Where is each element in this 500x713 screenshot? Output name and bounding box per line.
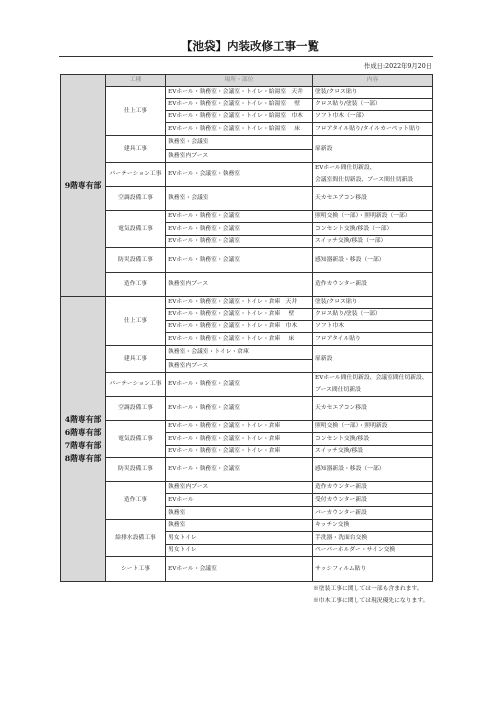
title-underline	[59, 56, 433, 57]
location-cell: 執務室内ブース	[166, 482, 313, 494]
table-row	[61, 297, 433, 309]
location-cell: EVホール・執務室・会議室・トイレ・倉庫	[166, 421, 313, 433]
location-text: EVホール・執務室・会議室・トイレ・倉庫	[168, 323, 281, 330]
table-header-row	[61, 75, 433, 87]
content-cell: 扉新設	[313, 136, 433, 163]
header-work-type: 工種	[106, 75, 166, 87]
part-text: 壁	[294, 101, 301, 108]
part-text: 床	[288, 335, 295, 342]
content-cell: ソフト巾木	[313, 321, 433, 333]
location-cell: EVホール・執務室・会議室	[166, 211, 313, 223]
renovation-work-table	[60, 74, 433, 582]
content-cell: 照明交換（一部）・照明新設（一部）	[313, 211, 433, 223]
floor-label: 7階専有部	[64, 441, 102, 450]
part-text: 巾木	[291, 113, 303, 120]
location-cell: EVホール・執務室・会議室	[166, 397, 313, 421]
floor-cell	[61, 75, 106, 297]
part-text: 天井	[291, 89, 303, 96]
content-cell: 感知器新設・移設（一部）	[313, 458, 433, 482]
work-type-cell: 給排水設備工事	[106, 520, 166, 557]
location-text: EVホール・執務室・会議室・トイレ・倉庫	[168, 335, 281, 342]
location-text: EVホール・執務室・会議室・トイレ・倉庫	[168, 311, 281, 318]
document-title: 【池袋】内装改修工事一覧	[181, 39, 319, 53]
content-cell: スイッチ交換/移設	[313, 446, 433, 458]
work-type-cell: 電気設備工事	[106, 421, 166, 458]
location-cell: EVホール・会議室	[166, 557, 313, 582]
table-row	[61, 346, 433, 360]
location-cell: EVホール・執務室・会議室	[166, 458, 313, 482]
part-text: 床	[294, 125, 301, 132]
content-cell: 手洗器・洗面台交換	[313, 532, 433, 545]
location-cell: EVホール・会議室・執務室	[166, 163, 313, 187]
location-cell: 執務室内ブース	[166, 273, 313, 297]
location-text: EVホール・執務室・会議室・トイレ・倉庫	[168, 299, 281, 306]
part-text: 天井	[285, 299, 298, 306]
floor-label: 6階専有部	[64, 428, 102, 437]
created-date: 作成日:2022年9月20日	[364, 63, 432, 70]
header-content: 内容	[313, 75, 433, 87]
table-row	[61, 458, 433, 482]
location-cell	[166, 99, 313, 111]
work-type-cell: シート工事	[106, 557, 166, 582]
content-cell: コンセント交換/移設	[313, 433, 433, 446]
content-line: EVホール間仕切新設、	[315, 165, 376, 171]
footnote: ※巾木工事に関しては現況優先になります。	[313, 598, 429, 604]
table-row	[61, 557, 433, 582]
content-cell: 造作カウンター新設	[313, 482, 433, 494]
content-cell: ソフト巾木（一部）	[313, 111, 433, 123]
location-cell	[166, 321, 313, 333]
location-cell: EVホール・執務室・会議室	[166, 248, 313, 273]
location-cell: 執務室・会議室	[166, 187, 313, 211]
work-type-cell: 防災設備工事	[106, 458, 166, 482]
work-type-cell: 造作工事	[106, 482, 166, 520]
location-cell: 執務室内ブース	[166, 150, 313, 163]
footnotes	[313, 583, 428, 607]
content-cell: ペーパーホルダー・サイン交換	[313, 545, 433, 557]
work-type-cell: 建具工事	[106, 346, 166, 373]
content-cell: スイッチ交換/移設（一部）	[313, 236, 433, 248]
location-cell: EVホール	[166, 494, 313, 507]
location-cell	[166, 297, 313, 309]
content-cell: キッチン交換	[313, 520, 433, 532]
table-row	[61, 87, 433, 99]
table-row	[61, 373, 433, 397]
work-type-cell: 空調設備工事	[106, 397, 166, 421]
location-cell: 執務室	[166, 520, 313, 532]
content-cell: 塗装/クロス貼り	[313, 87, 433, 99]
footnote: ※塗装工事に関しては一部も含まれます。	[313, 586, 423, 592]
content-cell: バーカウンター新設	[313, 507, 433, 520]
location-cell: 執務室・会議室	[166, 136, 313, 150]
content-cell: コンセント交換/移設（一部）	[313, 223, 433, 236]
part-text: 壁	[288, 311, 295, 318]
location-text: EVホール・執務室・会議室・トイレ・給湯室	[168, 113, 287, 120]
location-cell	[166, 111, 313, 123]
floor-label: 8階専有部	[64, 454, 102, 463]
location-cell: 執務室内ブース	[166, 360, 313, 373]
location-cell: EVホール・執務室・会議室	[166, 223, 313, 236]
floor-label: 4階専有部	[64, 415, 102, 424]
location-cell	[166, 87, 313, 99]
content-cell: 天カセエアコン移設	[313, 187, 433, 211]
content-cell: サッシフィルム貼り	[313, 557, 433, 582]
work-type-cell: 仕上工事	[106, 297, 166, 346]
floor-label: 9階専有部	[64, 181, 102, 190]
location-cell	[166, 333, 313, 346]
table-row	[61, 187, 433, 211]
table-row	[61, 520, 433, 532]
content-cell	[313, 163, 433, 187]
table-row	[61, 397, 433, 421]
work-type-cell: 造作工事	[106, 273, 166, 297]
location-text: EVホール・執務室・会議室・トイレ・給湯室	[168, 125, 287, 132]
content-cell: 造作カウンター新設	[313, 273, 433, 297]
content-cell: 感知器新設・移設（一部）	[313, 248, 433, 273]
table-row	[61, 248, 433, 273]
content-cell: 受付カウンター新設	[313, 494, 433, 507]
work-type-cell: 空調設備工事	[106, 187, 166, 211]
location-cell: EVホール・執務室・会議室・トイレ・倉庫	[166, 433, 313, 446]
content-line: 会議室間仕切新設、ブース間仕切新設	[315, 176, 414, 183]
location-cell: 執務室・会議室・トイレ・倉庫	[166, 346, 313, 360]
content-cell: 照明交換（一部）・照明新設	[313, 421, 433, 433]
location-cell: 執務室	[166, 507, 313, 520]
table-row	[61, 136, 433, 150]
content-cell: 天カセエアコン移設	[313, 397, 433, 421]
work-type-cell: パーテーション工事	[106, 163, 166, 187]
location-cell: EVホール・執務室・会議室・トイレ・倉庫	[166, 446, 313, 458]
location-cell: EVホール・執務室・会議室	[166, 373, 313, 397]
location-cell: EVホール・執務室・会議室	[166, 236, 313, 248]
content-cell: 扉新設	[313, 346, 433, 373]
location-cell: 男女トイレ	[166, 545, 313, 557]
content-cell: EVホール間仕切新設、会議室間仕切新設、ブース間仕切新設	[313, 373, 433, 397]
content-cell: フロアタイル貼り/タイルカーペット貼り	[313, 123, 433, 136]
location-cell: 男女トイレ	[166, 532, 313, 545]
floor-cell	[61, 297, 106, 582]
work-type-cell: 建具工事	[106, 136, 166, 163]
part-text: 巾木	[285, 323, 298, 330]
work-type-cell: パーテーション工事	[106, 373, 166, 397]
content-cell: クロス貼り/塗装（一部）	[313, 309, 433, 321]
location-text: EVホール・執務室・会議室・トイレ・給湯室	[168, 101, 287, 108]
table-row	[61, 211, 433, 223]
header-location: 場所・部位	[166, 75, 313, 87]
content-cell: フロアタイル貼り	[313, 333, 433, 346]
work-type-cell: 防災設備工事	[106, 248, 166, 273]
work-type-cell: 仕上工事	[106, 87, 166, 136]
work-type-cell: 電気設備工事	[106, 211, 166, 248]
table-row	[61, 163, 433, 187]
table-row	[61, 482, 433, 494]
location-text: EVホール・執務室・会議室・トイレ・給湯室	[168, 89, 287, 96]
location-cell	[166, 123, 313, 136]
table-row	[61, 273, 433, 297]
location-cell	[166, 309, 313, 321]
table-row	[61, 421, 433, 433]
content-cell: 塗装/クロス貼り	[313, 297, 433, 309]
content-cell: クロス貼り/塗装（一部）	[313, 99, 433, 111]
